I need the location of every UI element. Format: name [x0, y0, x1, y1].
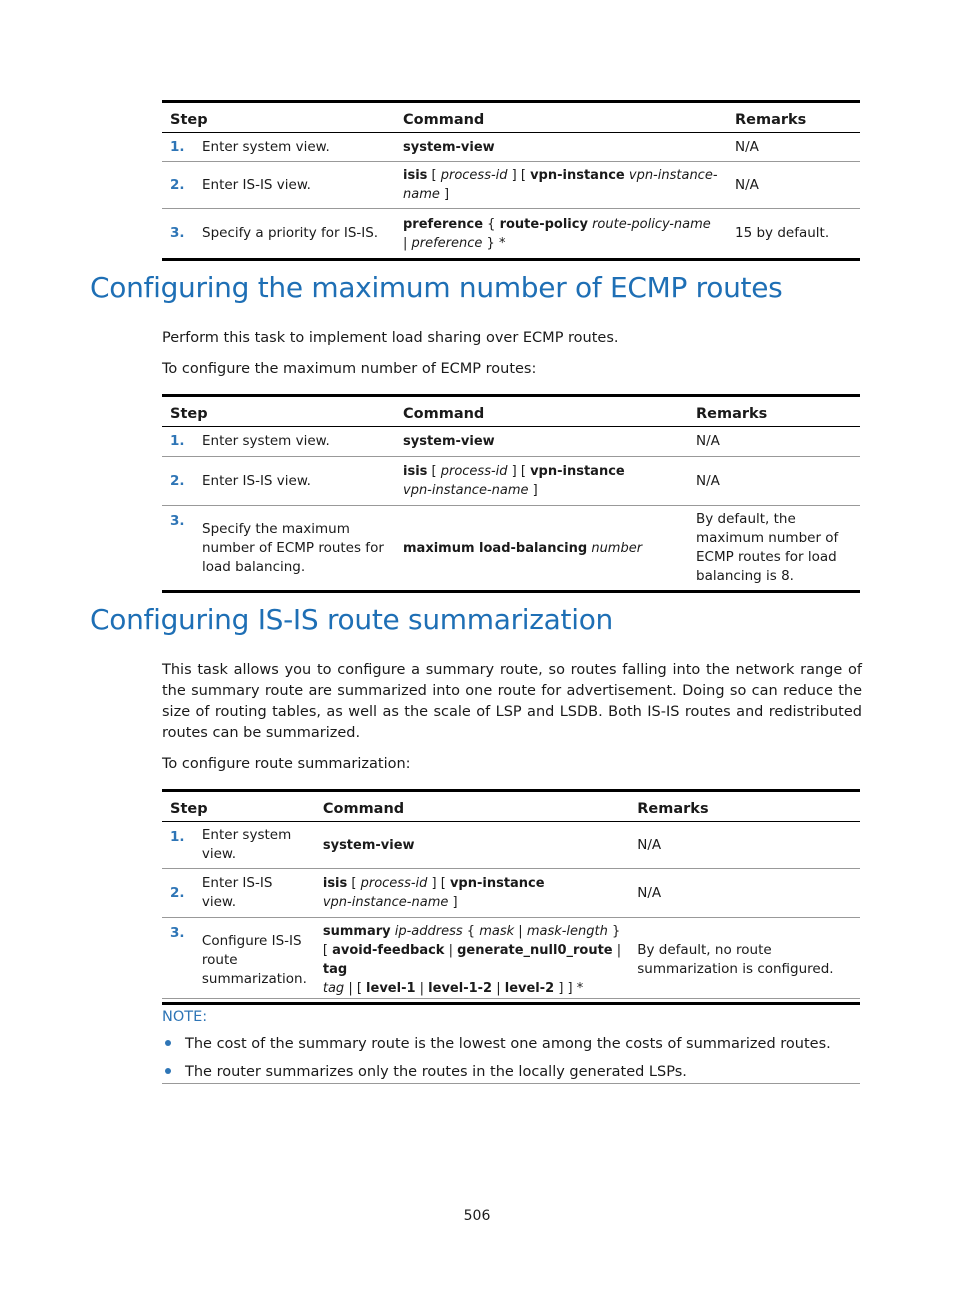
note-item-text: The router summarizes only the routes in the locally generated LSPs. — [185, 1064, 687, 1080]
step-description: Enter IS-IS view. — [194, 457, 395, 506]
header-remarks: Remarks — [727, 102, 860, 133]
table-row — [162, 822, 860, 869]
table-header-row — [162, 791, 860, 822]
table-row — [162, 427, 860, 457]
summarization-table — [162, 789, 860, 1005]
header-step: Step — [162, 102, 395, 133]
step-command: summary ip-address { mask | mask-length } [ avoid-feedback | generate_null0_route | tag tag | [ level-1 | level-1-2 | level-2 ] ] * — [315, 918, 629, 1004]
table-row — [162, 133, 860, 162]
step-description: Specify the maximum number of ECMP routes for load balancing. — [194, 506, 395, 592]
header-command: Command — [315, 791, 629, 822]
step-remarks: N/A — [727, 133, 860, 162]
step-remarks: By default, the maximum number of ECMP routes for load balancing is 8. — [688, 506, 860, 592]
table-row — [162, 457, 860, 506]
table-row — [162, 506, 860, 592]
step-remarks: By default, no route summarization is configured. — [629, 918, 860, 1004]
step-number: 3. — [162, 506, 194, 592]
step-description: Enter system view. — [194, 133, 395, 162]
step-remarks: N/A — [629, 869, 860, 918]
step-number: 1. — [162, 822, 194, 869]
step-remarks: N/A — [629, 822, 860, 869]
ecmp-procedure-intro: To configure the maximum number of ECMP routes: — [162, 361, 537, 377]
ecmp-intro-paragraph: Perform this task to implement load sharing over ECMP routes. — [162, 330, 619, 346]
step-number: 3. — [162, 209, 194, 260]
table-row — [162, 162, 860, 209]
ecmp-table — [162, 394, 860, 593]
note-item — [162, 1064, 687, 1080]
section-heading-ecmp: Configuring the maximum number of ECMP routes — [90, 271, 783, 304]
step-command: system-view — [395, 427, 688, 457]
step-number: 1. — [162, 427, 194, 457]
step-description: Specify a priority for IS-IS. — [194, 209, 395, 260]
section-heading-summarization: Configuring IS-IS route summarization — [90, 603, 613, 636]
step-command: preference { route-policy route-policy-name | preference } * — [395, 209, 727, 260]
step-description: Enter system view. — [194, 822, 315, 869]
bullet-icon — [165, 1068, 171, 1074]
step-number: 2. — [162, 869, 194, 918]
step-description: Configure IS-IS route summarization. — [194, 918, 315, 1004]
step-command: isis [ process-id ] [ vpn-instance vpn-instance-name ] — [315, 869, 629, 918]
step-description: Enter IS-IS view. — [194, 869, 315, 918]
bullet-icon — [165, 1040, 171, 1046]
step-description: Enter IS-IS view. — [194, 162, 395, 209]
table-row — [162, 869, 860, 918]
summarization-procedure-intro: To configure route summarization: — [162, 756, 411, 772]
step-command: system-view — [395, 133, 727, 162]
step-number: 2. — [162, 457, 194, 506]
note-label: NOTE: — [162, 1009, 208, 1025]
step-command: system-view — [315, 822, 629, 869]
step-description: Enter system view. — [194, 427, 395, 457]
step-remarks: N/A — [688, 427, 860, 457]
header-command: Command — [395, 102, 727, 133]
header-step: Step — [162, 396, 395, 427]
step-number: 1. — [162, 133, 194, 162]
step-remarks: N/A — [688, 457, 860, 506]
step-number: 3. — [162, 918, 194, 1004]
header-remarks: Remarks — [688, 396, 860, 427]
table-header-row — [162, 102, 860, 133]
page-number: 506 — [463, 1208, 491, 1224]
step-command: maximum load-balancing number — [395, 506, 688, 592]
header-command: Command — [395, 396, 688, 427]
summarization-intro-paragraph: This task allows you to configure a summary route, so routes falling into the network range of the summary route are summarized into one route for advertisement. Doing so can reduce the size of routing tables, as well as the scale of LSP and LSDB. Both IS-IS routes and redistributed routes can be summarized. — [162, 662, 862, 741]
note-box — [162, 998, 860, 1084]
table-row — [162, 918, 860, 1004]
table-header-row — [162, 396, 860, 427]
step-command: isis [ process-id ] [ vpn-instance vpn-instance-name ] — [395, 457, 688, 506]
step-remarks: 15 by default. — [727, 209, 860, 260]
step-remarks: N/A — [727, 162, 860, 209]
priority-table — [162, 100, 860, 261]
step-number: 2. — [162, 162, 194, 209]
step-command: isis [ process-id ] [ vpn-instance vpn-instance-name ] — [395, 162, 727, 209]
header-remarks: Remarks — [629, 791, 860, 822]
table-row — [162, 209, 860, 260]
header-step: Step — [162, 791, 315, 822]
note-item — [162, 1036, 831, 1052]
note-item-text: The cost of the summary route is the lowest one among the costs of summarized routes. — [185, 1036, 831, 1052]
